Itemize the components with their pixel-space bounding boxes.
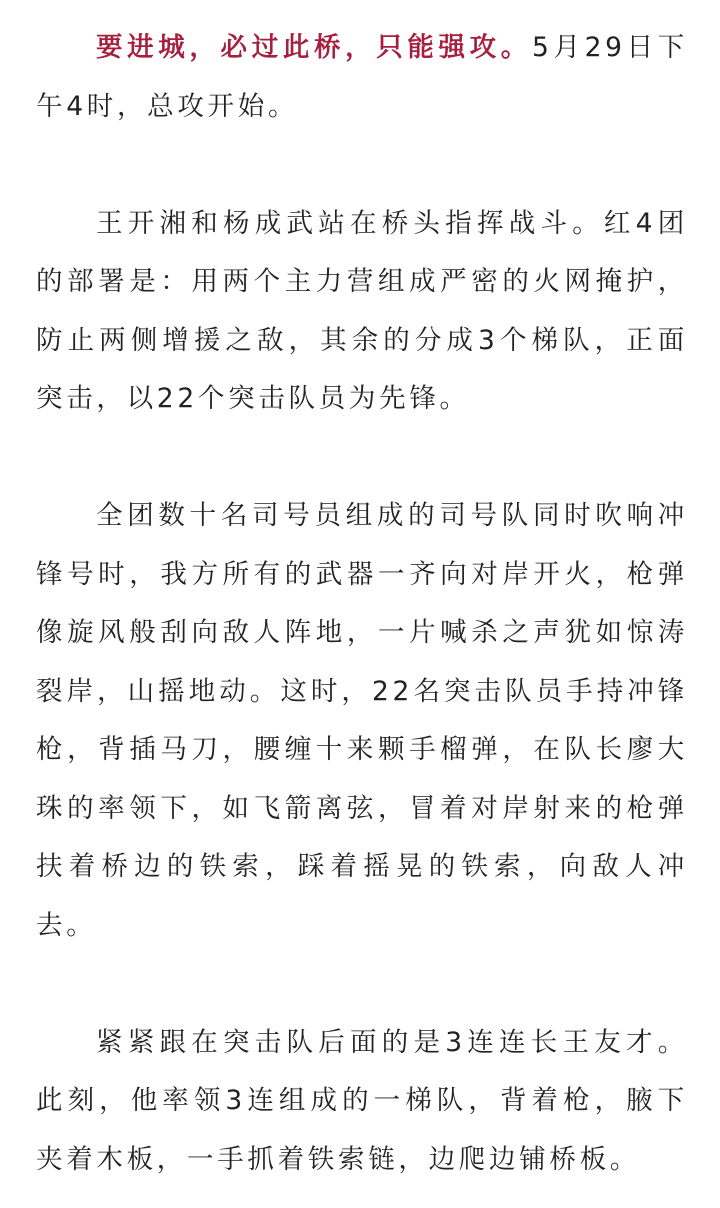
paragraph-deployment: [36, 195, 688, 429]
paragraph-charge: [36, 487, 688, 955]
paragraph-text: 王开湘和杨成武站在桥头指挥战斗。红4团的部署是：用两个主力营组成严密的火网掩护，防止两侧增援之敌，其余的分成3个梯队，正面突击，以22个突击队员为先锋。: [36, 207, 688, 414]
paragraph-text: 全团数十名司号员组成的司号队同时吹响冲锋号时，我方所有的武器一齐向对岸开火，枪弹像旋风般刮向敌人阵地，一片喊杀之声犹如惊涛裂岸，山摇地动。这时，22名突击队员手持冲锋枪，背插马刀，腰缠十来颗手榴弹，在队长廖大珠的率领下，如飞箭离弦，冒着对岸射来的枪弹扶着桥边的铁索，踩着摇晃的铁索，向敌人冲去。: [36, 500, 688, 941]
article-body: [36, 19, 688, 1189]
paragraph-first-echelon: [36, 1014, 688, 1190]
paragraph-text: 紧紧跟在突击队后面的是3连连长王友才。此刻，他率领3连组成的一梯队，背着枪，腋下夹着木板，一手抓着铁索链，边爬边铺桥板。: [36, 1026, 688, 1175]
paragraph-text: 5月29日下午4时，总攻开始。: [36, 32, 688, 122]
emphasis-text: 要进城，必过此桥，只能强攻。: [96, 32, 532, 63]
paragraph-attack-start: [36, 19, 688, 136]
